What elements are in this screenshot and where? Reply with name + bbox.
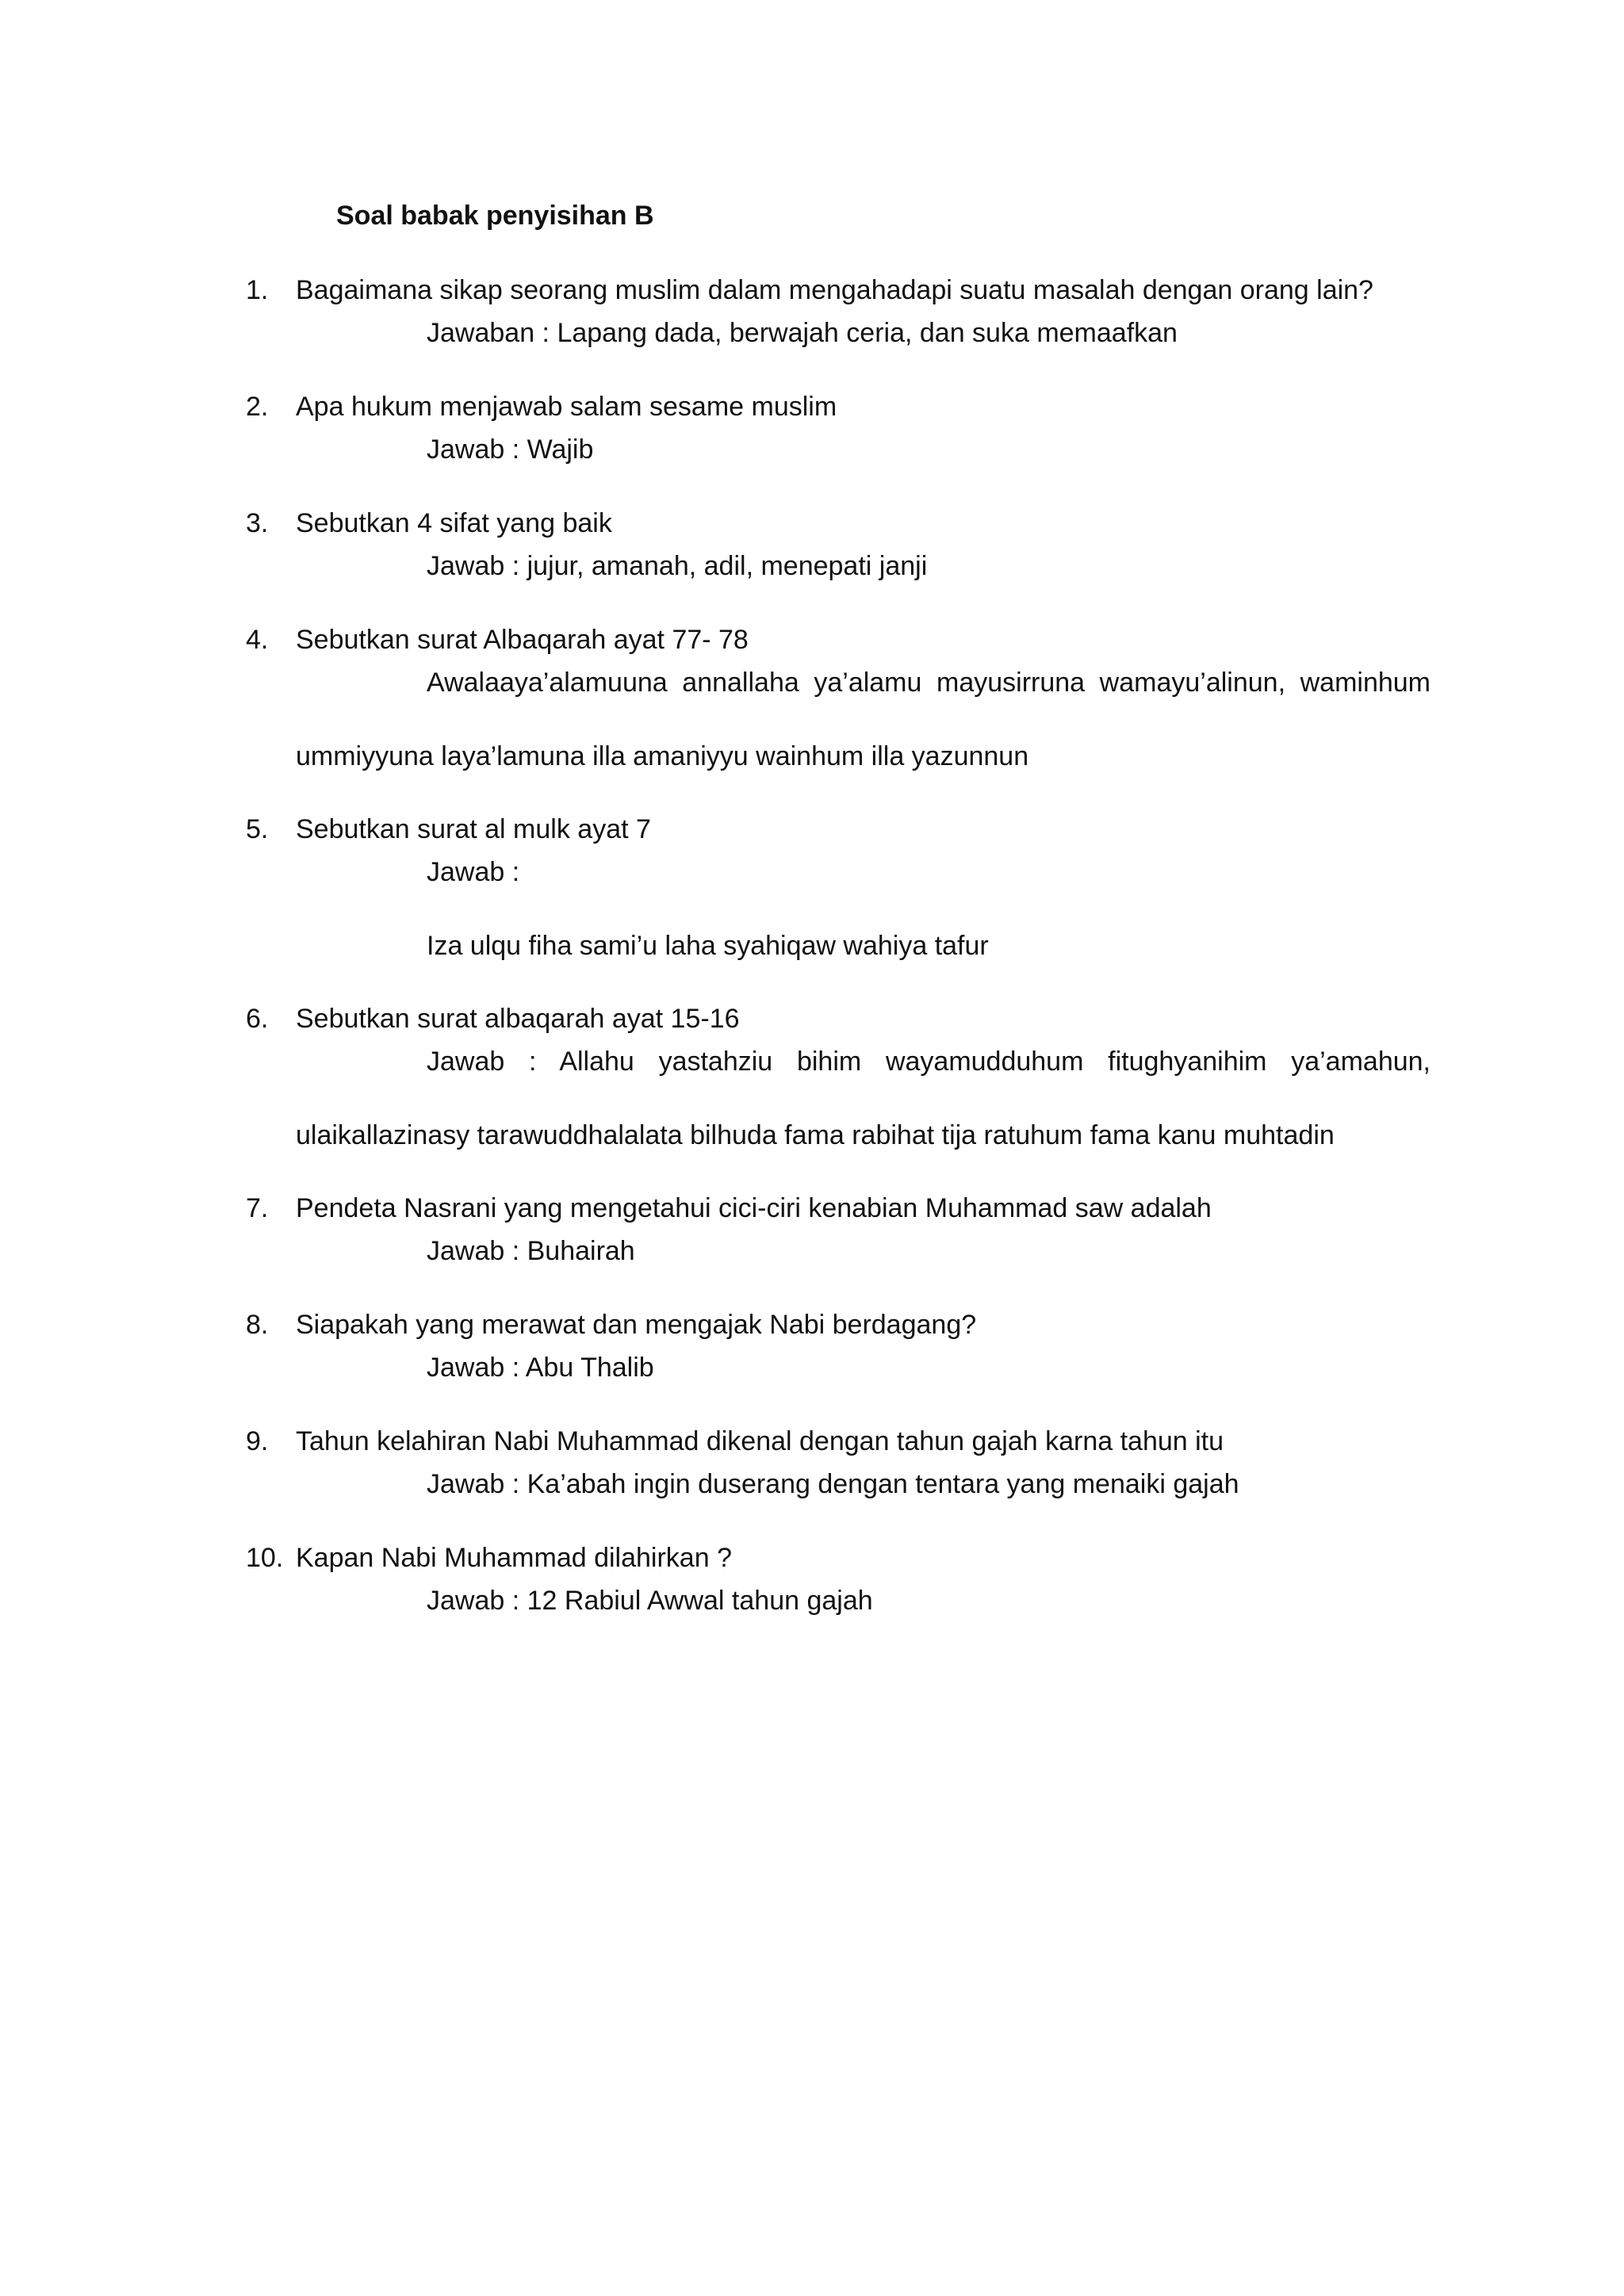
question-number: 9.: [246, 1426, 269, 1456]
question-number: 4.: [246, 625, 269, 655]
question-text: Apa hukum menjawab salam sesame muslim: [296, 392, 837, 422]
answer-text: Jawab : Abu Thalib: [427, 1353, 654, 1383]
answer-text: Jawab : Ka’abah ingin duserang dengan tentara yang menaiki gajah: [427, 1469, 1239, 1499]
answer-text: Jawab : Buhairah: [427, 1236, 635, 1266]
question-number: 6.: [246, 1004, 269, 1034]
question-text: Kapan Nabi Muhammad dilahirkan ?: [296, 1543, 732, 1573]
question-text: Sebutkan surat albaqarah ayat 15-16: [296, 1004, 740, 1034]
answer-text: Iza ulqu fiha sami’u laha syahiqaw wahiya tafur: [427, 931, 989, 961]
question-number: 5.: [246, 814, 269, 844]
question-number: 3.: [246, 508, 269, 538]
answer-text: Jawab : jujur, amanah, adil, menepati janji: [427, 551, 928, 581]
question-text: Sebutkan surat Albaqarah ayat 77- 78: [296, 625, 749, 655]
question-number: 8.: [246, 1310, 269, 1340]
answer-text: Jawab : 12 Rabiul Awwal tahun gajah: [427, 1586, 873, 1616]
document-title: Soal babak penyisihan B: [336, 201, 654, 231]
question-number: 10.: [246, 1543, 284, 1573]
question-text: Siapakah yang merawat dan mengajak Nabi berdagang?: [296, 1310, 977, 1340]
answer-text: Jawab : Wajib: [427, 434, 594, 465]
answer-label: Jawab :: [427, 857, 520, 887]
answer-text: Jawaban : Lapang dada, berwajah ceria, dan suka memaafkan: [427, 318, 1178, 348]
question-text: Bagaimana sikap seorang muslim dalam mengahadapi suatu masalah dengan orang lain?: [296, 275, 1373, 305]
answer-continuation: ummiyyuna laya’lamuna illa amaniyyu wainhum illa yazunnun: [296, 741, 1029, 771]
question-number: 1.: [246, 275, 269, 305]
answer-text: Awalaaya’alamuuna annallaha ya’alamu mayusirruna wamayu’alinun, waminhum: [427, 668, 1431, 698]
question-number: 7.: [246, 1193, 269, 1223]
question-text: Sebutkan 4 sifat yang baik: [296, 508, 612, 538]
question-text: Tahun kelahiran Nabi Muhammad dikenal dengan tahun gajah karna tahun itu: [296, 1426, 1224, 1456]
question-text: Pendeta Nasrani yang mengetahui cici-ciri kenabian Muhammad saw adalah: [296, 1193, 1212, 1223]
answer-text: Jawab : Allahu yastahziu bihim wayamudduhum fitughyanihim ya’amahun,: [427, 1047, 1431, 1077]
question-number: 2.: [246, 392, 269, 422]
answer-continuation: ulaikallazinasy tarawuddhalalata bilhuda fama rabihat tija ratuhum fama kanu muhtadin: [296, 1120, 1335, 1150]
question-text: Sebutkan surat al mulk ayat 7: [296, 814, 651, 844]
